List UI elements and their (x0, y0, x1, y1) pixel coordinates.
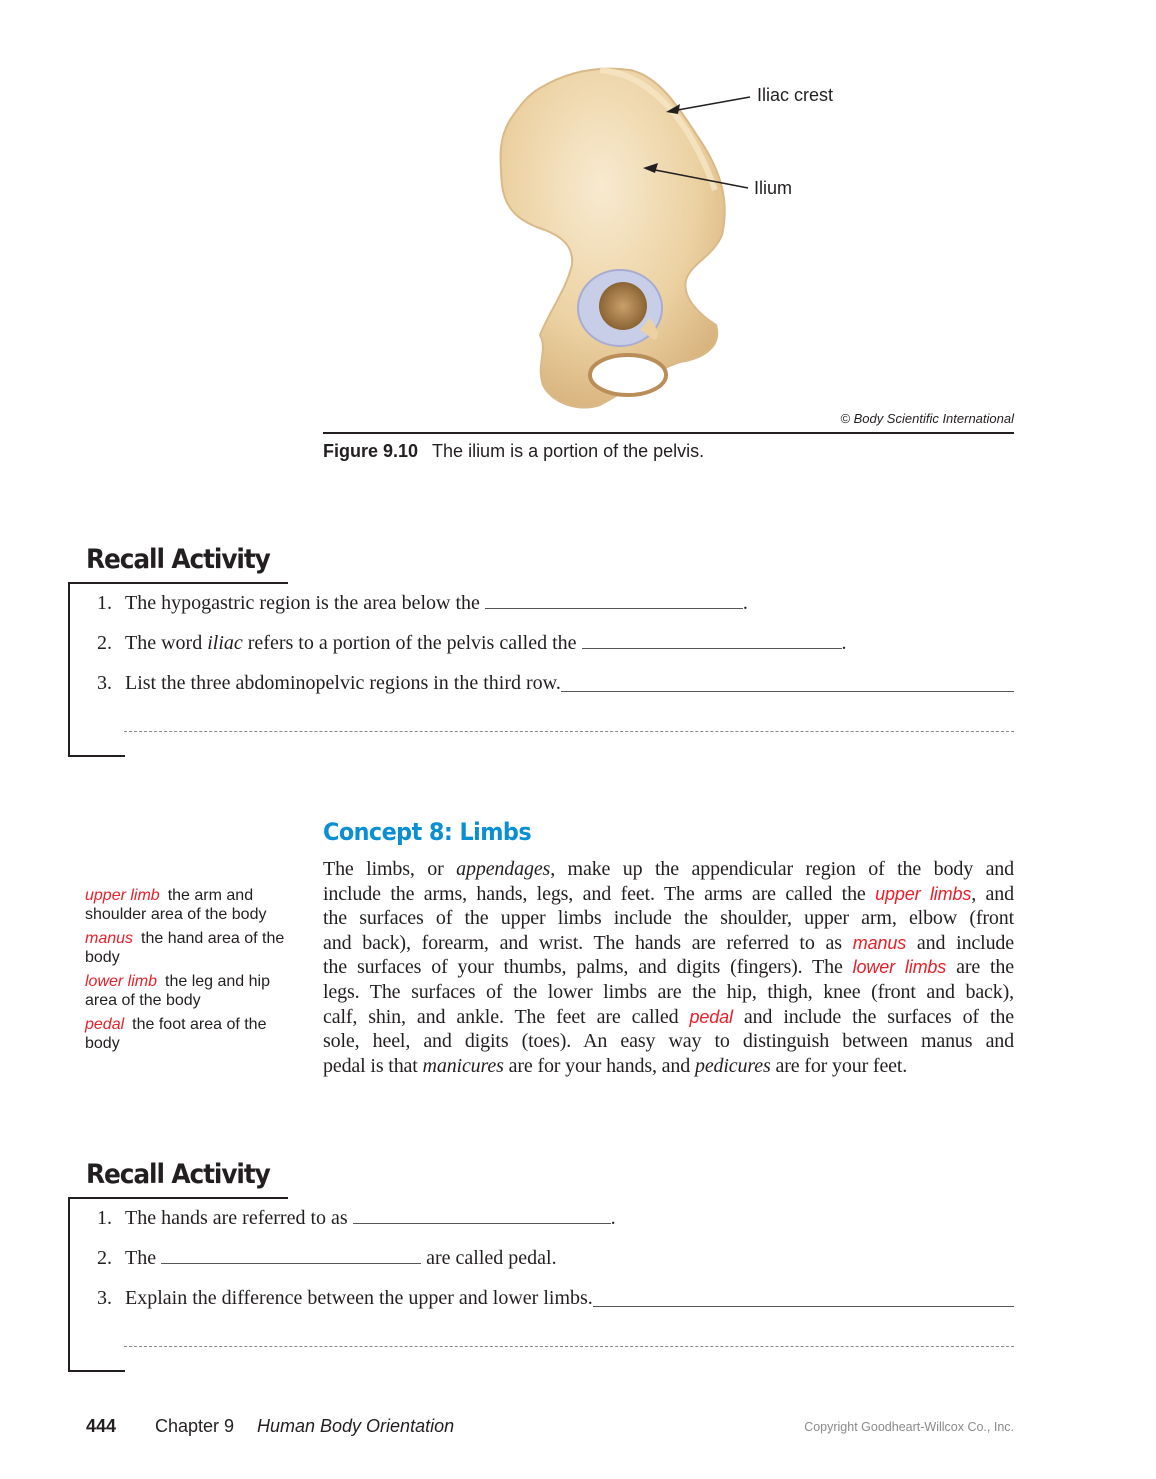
paragraph-line (323, 882, 1014, 907)
paragraph-text: sole, heel, and digits (toes). An easy way to distinguish between manus and (323, 1030, 1014, 1053)
recall-activity-title: Recall Activity (86, 544, 270, 575)
paragraph-text: The limbs, or (323, 858, 457, 880)
paragraph-line (323, 906, 1014, 931)
concept-paragraph (323, 857, 1014, 1078)
paragraph-line (323, 980, 1014, 1005)
concept-heading: Concept 8: Limbs (323, 818, 532, 846)
recall-box-bottom (68, 755, 125, 757)
question-punct: . (742, 592, 748, 614)
question-text: The hands are referred to as (125, 1207, 353, 1229)
paragraph-line (323, 1005, 1014, 1030)
glossary-term: pedal (85, 1016, 125, 1033)
paragraph-text: pedal is that (323, 1054, 423, 1077)
paragraph-text: are the (946, 956, 1015, 979)
image-credit: © Body Scientific International (840, 411, 1014, 426)
recall-box-left (68, 1197, 70, 1372)
recall1-question-3 (97, 672, 1014, 695)
paragraph-line (323, 931, 1014, 956)
question-text: are called pedal. (421, 1247, 557, 1269)
glossary-term: manus (85, 930, 134, 947)
question-number: 3. (97, 1287, 112, 1309)
paragraph-text: , and (971, 882, 1014, 905)
glossary-definition: the foot area of the body (85, 1016, 267, 1052)
recall-box-top (68, 582, 288, 584)
label-ilium: Ilium (754, 178, 793, 198)
italic-text: manicures (422, 1054, 504, 1077)
question-text: refers to a portion of the pelvis called the (242, 632, 582, 654)
paragraph-text: , make up the appendicular region of the body and (550, 858, 1014, 880)
glossary-item (85, 930, 305, 967)
question-text: List the three abdominopelvic regions in the third row. (125, 672, 561, 694)
answer-blank[interactable] (353, 1207, 611, 1224)
paragraph-text: and include (906, 931, 1014, 954)
question-text: The (125, 1247, 162, 1269)
paragraph-text: are for your hands, and (503, 1054, 695, 1077)
recall-box-bottom (68, 1370, 125, 1372)
glossary-definition: the hand area of the body (85, 930, 285, 966)
label-iliac-crest: Iliac crest (757, 85, 834, 105)
answer-blank-line-2[interactable] (124, 1346, 1014, 1347)
glossary-term: upper limb (85, 887, 160, 904)
figure-caption-text: The ilium is a portion of the pelvis. (432, 441, 705, 461)
glossary-item (85, 887, 305, 924)
glossary-term: lower limb (85, 973, 158, 990)
question-text: The hypogastric region is the area below the (125, 592, 485, 614)
question-number: 2. (97, 632, 112, 654)
paragraph-text: and back), forearm, and wrist. The hands are referred to as (323, 931, 853, 954)
copyright: Copyright Goodheart-Willcox Co., Inc. (804, 1420, 1014, 1434)
paragraph-text: include the arms, hands, legs, and feet. The arms are called the (323, 882, 876, 905)
question-punct: . (610, 1207, 616, 1229)
paragraph-text: and include the surfaces of the (732, 1005, 1014, 1028)
answer-blank[interactable] (485, 592, 743, 609)
key-term: pedal (689, 1006, 733, 1027)
question-number: 2. (97, 1247, 112, 1269)
glossary-item (85, 1016, 305, 1053)
paragraph-line (323, 1029, 1014, 1054)
figure-rule (323, 432, 1014, 434)
answer-blank[interactable] (593, 1287, 1014, 1307)
question-text: Explain the difference between the upper and lower limbs. (125, 1287, 593, 1309)
glossary-definition: the leg and hip area of the body (85, 973, 270, 1009)
answer-blank[interactable] (161, 1247, 421, 1264)
recall-activity-title-2: Recall Activity (86, 1159, 270, 1190)
recall2-question-2 (97, 1247, 557, 1270)
paragraph-text: calf, shin, and ankle. The feet are called (323, 1005, 690, 1028)
question-number: 1. (97, 1207, 112, 1229)
glossary-definition: the arm and shoulder area of the body (85, 887, 267, 923)
key-term: upper limbs (875, 883, 972, 904)
question-punct: . (841, 632, 847, 654)
answer-blank[interactable] (561, 672, 1014, 692)
paragraph-line (323, 1054, 1014, 1079)
glossary-sidebar (85, 887, 305, 1059)
question-text: The word (125, 632, 208, 654)
question-number: 1. (97, 592, 112, 614)
recall2-question-1 (97, 1207, 616, 1230)
paragraph-line (323, 857, 1014, 882)
answer-blank-line-2[interactable] (124, 731, 1014, 732)
recall2-question-3 (97, 1287, 1014, 1310)
figure-caption (323, 441, 704, 462)
italic-text: appendages (456, 858, 551, 880)
recall-box-top (68, 1197, 288, 1199)
italic-text: pedicures (694, 1054, 771, 1077)
paragraph-text: the surfaces of the upper limbs include the shoulder, upper arm, elbow (front (323, 907, 1014, 930)
question-italic: iliac (207, 632, 243, 654)
glossary-item (85, 973, 305, 1010)
answer-blank[interactable] (582, 632, 842, 649)
chapter-title: Human Body Orientation (257, 1416, 455, 1436)
page-number: 444 (86, 1416, 117, 1436)
key-term: lower limbs (852, 957, 947, 978)
pelvis-illustration (0, 0, 1156, 470)
paragraph-text: are for your feet. (770, 1054, 908, 1077)
figure-number: Figure 9.10 (323, 441, 419, 461)
key-term: manus (852, 932, 907, 953)
recall1-question-2 (97, 632, 847, 655)
paragraph-text: legs. The surfaces of the lower limbs are the hip, thigh, knee (front and back), (323, 980, 1014, 1003)
recall-box-left (68, 582, 70, 757)
paragraph-line (323, 955, 1014, 980)
paragraph-text: the surfaces of your thumbs, palms, and digits (fingers). The (323, 956, 853, 979)
recall1-question-1 (97, 592, 748, 615)
question-number: 3. (97, 672, 112, 694)
chapter-label: Chapter 9 (155, 1416, 235, 1436)
